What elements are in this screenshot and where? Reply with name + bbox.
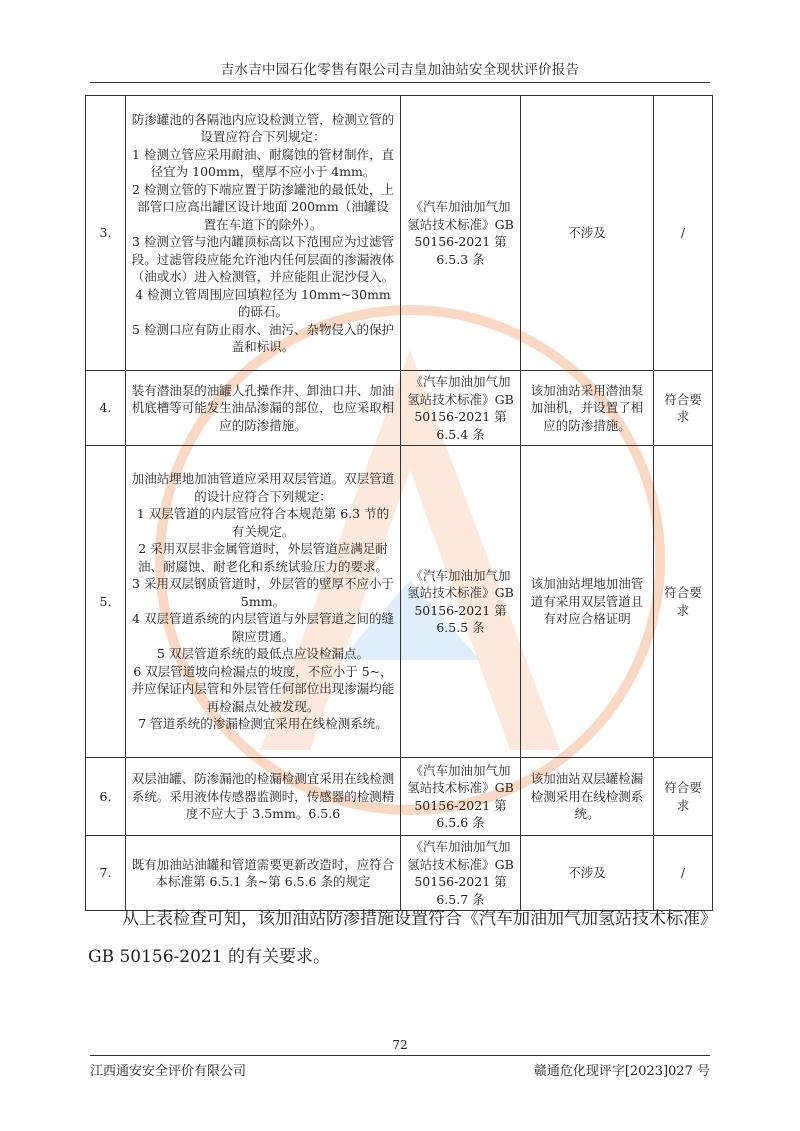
requirement-line: 双层油罐、防渗漏池的检漏检测宜采用在线检测系统。采用液体传感器监测时，传感器的检测精度不应大于 3.5mm。6.5.6 xyxy=(131,771,395,822)
page-header xyxy=(90,58,710,83)
standard-basis: 《汽车加油加气加氢站技术标准》GB 50156-2021 第 6.5.5 条 xyxy=(401,446,521,758)
requirement-cell xyxy=(126,96,401,371)
row-number: 6. xyxy=(86,758,126,836)
inspection-result: 该加油站双层罐检漏检测采用在线检测系统。 xyxy=(521,758,654,836)
requirement-line: 2 采用双层非金属管道时，外层管道应满足耐油、耐腐蚀、耐老化和系统试验压力的要求。 xyxy=(137,541,388,574)
inspection-table xyxy=(85,95,713,911)
conclusion: 符合要求 xyxy=(654,371,713,446)
standard-basis: 《汽车加油加气加氢站技术标准》GB 50156-2021 第 6.5.4 条 xyxy=(401,371,521,446)
table-row xyxy=(86,446,713,758)
requirement-line: 4 双层管道系统的内层管道与外层管道之间的缝隙应贯通。 xyxy=(132,611,394,644)
page-footer xyxy=(90,1055,710,1079)
footer-doc-number: 赣通危化现评字[2023]027 号 xyxy=(533,1064,710,1079)
conclusion: 符合要求 xyxy=(654,446,713,758)
row-number: 3. xyxy=(86,96,126,371)
inspection-result: 不涉及 xyxy=(521,836,654,911)
table-row xyxy=(86,371,713,446)
row-number: 5. xyxy=(86,446,126,758)
requirement-line: 6 双层管道坡向检漏点的坡度，不应小于 5~，并应保证内层管和外层管任何部位出现渗漏均能再检漏点处被发现。 xyxy=(131,663,395,714)
standard-basis: 《汽车加油加气加氢站技术标准》GB 50156-2021 第 6.5.6 条 xyxy=(401,758,521,836)
conclusion: 符合要求 xyxy=(654,758,713,836)
standard-basis: 《汽车加油加气加氢站技术标准》GB 50156-2021 第 6.5.7 条 xyxy=(401,836,521,911)
requirement-cell xyxy=(126,446,401,758)
requirement-line: 装有潜油泵的油罐人孔操作井、卸油口井、加油机底槽等可能发生油品渗漏的部位，也应采取相应的防渗措施。 xyxy=(131,382,395,433)
standard-basis: 《汽车加油加气加氢站技术标准》GB 50156-2021 第 6.5.3 条 xyxy=(401,96,521,371)
requirement-line: 2 检测立管的下端应置于防渗罐池的最低处，上部管口应高出罐区设计地面 200mm（油罐设置在车道下的除外）。 xyxy=(132,181,394,232)
conclusion: / xyxy=(654,836,713,911)
conclusion: / xyxy=(654,96,713,371)
inspection-result: 该加油站采用潜油泵加油机，并设置了相应的防渗措施。 xyxy=(521,371,654,446)
row-number: 4. xyxy=(86,371,126,446)
inspection-result: 不涉及 xyxy=(521,96,654,371)
requirement-line: 3 采用双层钢质管道时，外层管的壁厚不应小于 5mm。 xyxy=(132,576,394,609)
requirement-line: 1 检测立管应采用耐油、耐腐蚀的管材制作，直径宜为 100mm，壁厚不应小于 4mm。 xyxy=(132,146,394,179)
requirement-cell xyxy=(126,371,401,446)
table-row xyxy=(86,96,713,371)
requirement-line: 3 检测立管与池内罐顶标高以下范围应为过滤管段。过滤管段应能允许池内任何层面的渗漏液体（油或水）进入检测管，并应能阻止泥沙侵入。 xyxy=(131,234,395,284)
inspection-result: 该加油站埋地加油管道有采用双层管道且有对应合格证明 xyxy=(521,446,654,758)
summary-paragraph: 从上表检查可知，该加油站防渗措施设置符合《汽车加油加气加氢站技术标准》GB 50156-2021 的有关要求。 xyxy=(88,909,717,967)
requirement-cell xyxy=(126,758,401,836)
table-row xyxy=(86,758,713,836)
header-title: 吉水吉中园石化零售有限公司吉皇加油站安全现状评价报告 xyxy=(220,62,580,78)
page-number: 72 xyxy=(392,1038,408,1052)
requirement-line: 既有加油站油罐和管道需要更新改造时，应符合本标准第 6.5.1 条~第 6.5.6 条的规定 xyxy=(131,856,395,889)
requirement-line: 1 双层管道的内层管应符合本规范第 6.3 节的有关规定。 xyxy=(136,506,390,539)
requirement-line: 防渗罐池的各隔池内应设检测立管，检测立管的设置应符合下列规定： xyxy=(131,111,395,144)
requirement-line: 5 双层管道系统的最低点应设检漏点。 xyxy=(157,646,369,662)
row-number: 7. xyxy=(86,836,126,911)
requirement-line: 加油站埋地加油管道应采用双层管道。双层管道的设计应符合下列规定： xyxy=(131,471,395,504)
footer-company: 江西通安安全评价有限公司 xyxy=(90,1064,247,1079)
requirement-line: 4 检测立管周围应回填粒径为 10mm~30mm 的砾石。 xyxy=(135,286,391,319)
requirement-line: 5 检测口应有防止雨水、油污、杂物侵入的保护盖和标识。 xyxy=(132,321,394,354)
requirement-line: 7 管道系统的渗漏检测宜采用在线检测系统。 xyxy=(138,716,388,732)
